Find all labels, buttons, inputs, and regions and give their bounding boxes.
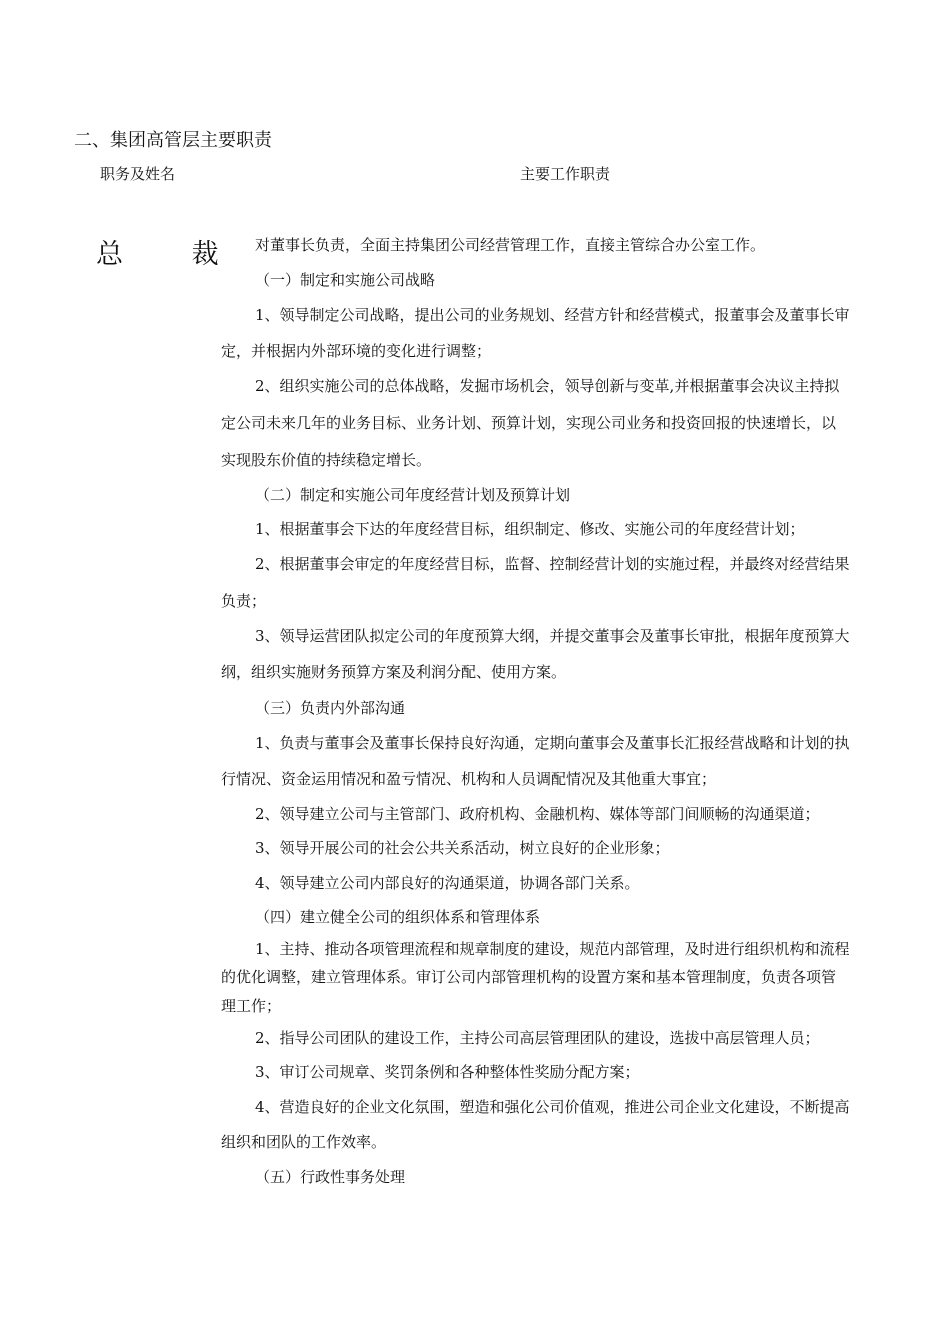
duty-subheading: （五）行政性事务处理 <box>255 1168 406 1186</box>
duty-line: 2、根据董事会审定的年度经营目标，监督、控制经营计划的实施过程，并最终对经营结果 <box>255 555 850 573</box>
duty-line: 对董事长负责，全面主持集团公司经营管理工作，直接主管综合办公室工作。 <box>255 236 766 254</box>
duty-line: 1、负责与董事会及董事长保持良好沟通，定期向董事会及董事长汇报经营战略和计划的执 <box>255 734 850 752</box>
duty-line: 定，并根据内外部环境的变化进行调整； <box>221 342 492 360</box>
duty-line: 2、领导建立公司与主管部门、政府机构、金融机构、媒体等部门间顺畅的沟通渠道； <box>255 805 820 823</box>
duty-line: 定公司未来几年的业务目标、业务计划、预算计划，实现公司业务和投资回报的快速增长，以 <box>221 414 837 432</box>
column-header-position: 职务及姓名 <box>100 165 176 183</box>
duty-line: 2、指导公司团队的建设工作，主持公司高层管理团队的建设，选拔中高层管理人员； <box>255 1029 820 1047</box>
duty-line: 1、领导制定公司战略，提出公司的业务规划、经营方针和经营模式，报董事会及董事长审 <box>255 306 850 324</box>
role-name: 总 裁 <box>96 239 249 270</box>
duty-subheading: （四）建立健全公司的组织体系和管理体系 <box>255 908 541 926</box>
section-title: 二、集团高管层主要职责 <box>74 130 272 151</box>
duty-line: 3、审订公司规章、奖罚条例和各种整体性奖励分配方案； <box>255 1063 640 1081</box>
duty-line: 组织和团队的工作效率。 <box>221 1133 387 1151</box>
duty-line: 4、领导建立公司内部良好的沟通渠道，协调各部门关系。 <box>255 874 640 892</box>
duty-line: 4、营造良好的企业文化氛围，塑造和强化公司价值观，推进公司企业文化建设，不断提高 <box>255 1098 850 1116</box>
duty-line: 理工作； <box>221 997 282 1015</box>
duty-line: 的优化调整，建立管理体系。审订公司内部管理机构的设置方案和基本管理制度，负责各项管 <box>221 968 837 986</box>
duty-line: 3、领导运营团队拟定公司的年度预算大纲，并提交董事会及董事长审批，根据年度预算大 <box>255 627 850 645</box>
duty-line: 2、组织实施公司的总体战略，发掘市场机会，领导创新与变革,并根据董事会决议主持拟 <box>255 377 840 395</box>
duty-line: 1、根据董事会下达的年度经营目标，组织制定、修改、实施公司的年度经营计划； <box>255 520 805 538</box>
duty-line: 3、领导开展公司的社会公共关系活动，树立良好的企业形象； <box>255 839 670 857</box>
duty-line: 实现股东价值的持续稳定增长。 <box>221 451 432 469</box>
duty-line: 行情况、资金运用情况和盈亏情况、机构和人员调配情况及其他重大事宜； <box>221 770 717 788</box>
column-header-duties: 主要工作职责 <box>520 165 611 183</box>
duty-subheading: （一）制定和实施公司战略 <box>255 271 436 289</box>
duty-subheading: （二）制定和实施公司年度经营计划及预算计划 <box>255 486 571 504</box>
duty-line: 1、主持、推动各项管理流程和规章制度的建设，规范内部管理，及时进行组织机构和流程 <box>255 940 850 958</box>
duty-line: 负责； <box>221 592 267 610</box>
duty-line: 纲，组织实施财务预算方案及利润分配、使用方案。 <box>221 663 567 681</box>
duty-subheading: （三）负责内外部沟通 <box>255 699 406 717</box>
